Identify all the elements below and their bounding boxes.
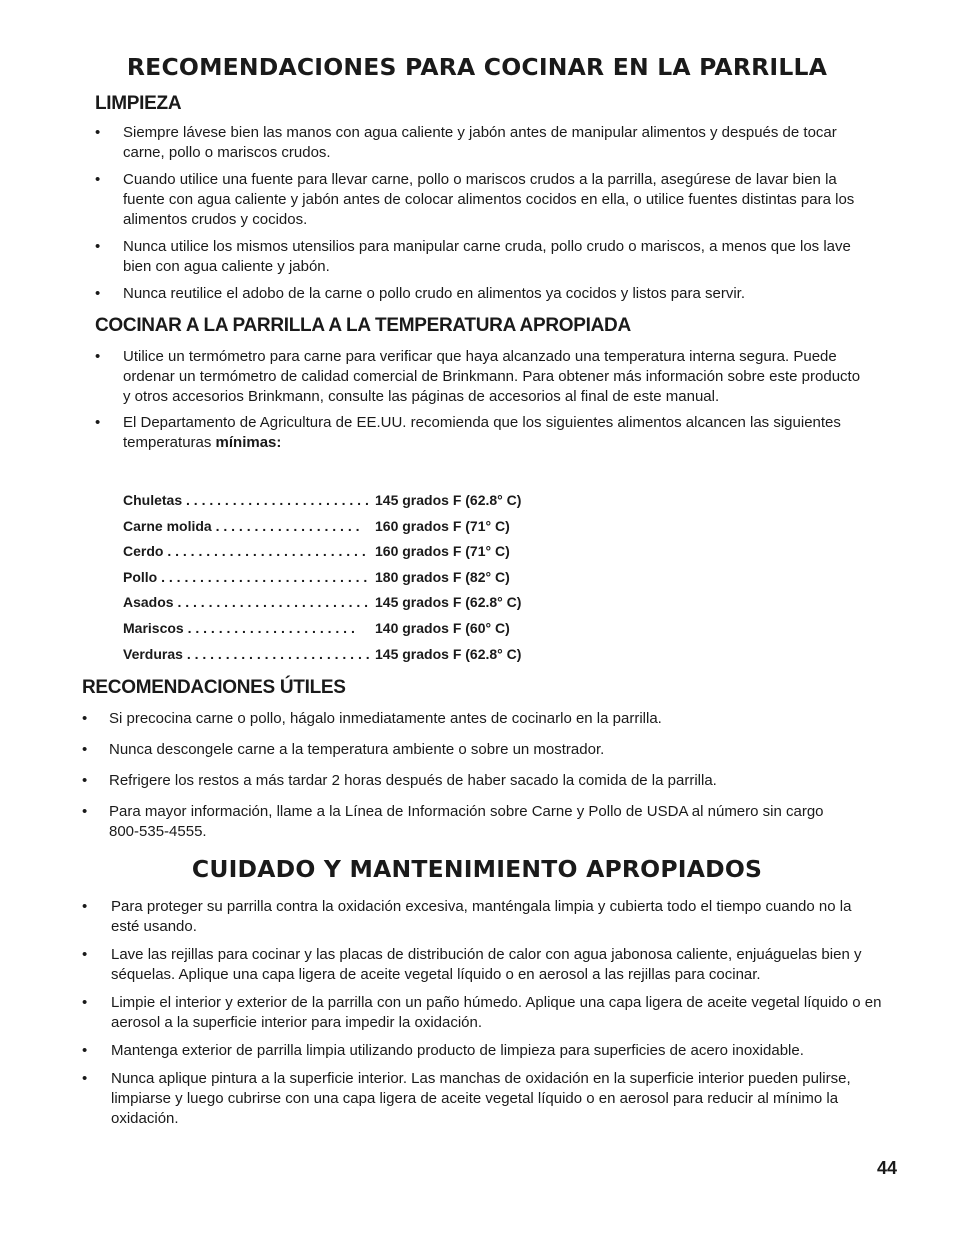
utiles-list <box>82 709 869 842</box>
list-item-text: Cuando utilice una fuente para llevar carne, pollo o mariscos crudos a la parrilla, asegúrese de lavar bien la fuente con agua caliente y jabón antes de colocar alimentos cocidos en ella, o utilice fuentes distintas para los alimentos crudos y cocidos. <box>123 171 855 228</box>
list-item <box>82 740 869 760</box>
heading-temperatura: COCINAR A LA PARRILLA A LA TEMPERATURA APROPIADA <box>95 315 631 336</box>
temperature-value: 160 grados F (71° C) <box>375 543 510 560</box>
list-item-text: Refrigere los restos a más tardar 2 horas después de haber sacado la comida de la parrilla. <box>109 772 717 789</box>
list-item <box>82 771 869 791</box>
temperatura-list <box>95 347 868 453</box>
list-item-bold: mínimas: <box>215 434 282 451</box>
bullet: • <box>95 414 101 431</box>
list-item-text: Limpie el interior y exterior de la parrilla con un paño húmedo. Aplique una capa ligera de aceite vegetal líquido o en aerosol a la superficie interior para impedir la oxidación. <box>111 994 882 1031</box>
list-item-text: Nunca aplique pintura a la superficie interior. Las manchas de oxidación en la superficie interior pueden pulirse, limpiarse y luego cubrirse con una capa ligera de aceite vegetal líquido o en aerosol para reducir al mínimo la oxidación. <box>111 1070 851 1127</box>
list-item <box>82 945 883 985</box>
list-item <box>95 123 868 163</box>
list-item-text: Utilice un termómetro para carne para verificar que haya alcanzado una temperatura interna segura. Puede ordenar un termómetro de calidad comercial de Brinkmann. Para obtener más información sobre este producto y otros accesorios Brinkmann, consulte las páginas de accesorios al final de este manual. <box>123 348 861 405</box>
food-label: Mariscos . . . . . . . . . . . . . . . . . . . . . . <box>123 619 355 636</box>
list-item-text: Mantenga exterior de parrilla limpia utilizando producto de limpieza para superficies de acero inoxidable. <box>111 1042 804 1059</box>
heading-utiles: RECOMENDACIONES ÚTILES <box>82 677 346 698</box>
list-item <box>82 897 883 937</box>
food-label: Asados . . . . . . . . . . . . . . . . . . . . . . . . . <box>123 594 369 611</box>
list-item <box>82 802 839 842</box>
temperature-value: 180 grados F (82° C) <box>375 568 510 585</box>
food-label: Carne molida . . . . . . . . . . . . . . . . . . . <box>123 517 360 534</box>
list-item <box>95 347 868 407</box>
list-item <box>95 284 868 304</box>
page-number: 44 <box>876 1158 897 1178</box>
list-item-text: El Departamento de Agricultura de EE.UU. recomienda que los siguientes alimentos alcancen las siguientes temperaturas <box>123 414 841 451</box>
list-item <box>82 1069 883 1129</box>
section-title-care: CUIDADO Y MANTENIMIENTO APROPIADOS <box>191 855 763 883</box>
food-label: Verduras . . . . . . . . . . . . . . . . . . . . . . . . <box>123 645 370 662</box>
list-item-text: Para mayor información, llame a la Línea de Información sobre Carne y Pollo de USDA al número sin cargo 800-535-4555. <box>109 803 824 840</box>
bullet: • <box>95 124 101 141</box>
list-item <box>82 993 883 1033</box>
list-item-text: Lave las rejillas para cocinar y las placas de distribución de calor con agua jabonosa caliente, enjuáguelas bien y séquelas. Aplique una capa ligera de aceite vegetal líquido o en aerosol a las rejillas para cocinar. <box>111 946 862 983</box>
care-list <box>82 897 883 1129</box>
bullet: • <box>82 946 88 963</box>
bullet: • <box>95 348 101 365</box>
bullet: • <box>82 710 88 727</box>
food-label: Pollo . . . . . . . . . . . . . . . . . . . . . . . . . . . <box>123 568 368 585</box>
food-label: Chuletas . . . . . . . . . . . . . . . . . . . . . . . . <box>123 492 369 508</box>
list-item <box>95 413 868 453</box>
list-item-text: Nunca utilice los mismos utensilios para manipular carne cruda, pollo crudo o mariscos, a menos que los lave bien con agua caliente y jabón. <box>123 238 851 275</box>
temperature-value: 145 grados F (62.8° C) <box>375 492 522 508</box>
bullet: • <box>82 1042 88 1059</box>
list-item <box>95 237 868 277</box>
bullet: • <box>82 803 88 820</box>
bullet: • <box>82 741 88 758</box>
bullet: • <box>95 171 101 188</box>
heading-limpieza: LIMPIEZA <box>95 93 182 114</box>
temperature-value: 140 grados F (60° C) <box>375 619 510 636</box>
list-item-text: Si precocina carne o pollo, hágalo inmediatamente antes de cocinarlo en la parrilla. <box>109 710 662 727</box>
bullet: • <box>95 238 101 255</box>
list-item-text: Para proteger su parrilla contra la oxidación excesiva, manténgala limpia y cubierta todo el tiempo cuando no la esté usando. <box>111 898 852 935</box>
list-item <box>82 1041 883 1061</box>
temperature-value: 145 grados F (62.8° C) <box>375 645 522 662</box>
bullet: • <box>82 1070 88 1087</box>
list-item <box>82 709 869 729</box>
section-title-grilling: RECOMENDACIONES PARA COCINAR EN LA PARRILLA <box>126 53 828 81</box>
list-item-text: Siempre lávese bien las manos con agua caliente y jabón antes de manipular alimentos y después de tocar carne, pollo o mariscos crudos. <box>123 124 837 161</box>
bullet: • <box>82 772 88 789</box>
list-item <box>95 170 868 230</box>
food-label: Cerdo . . . . . . . . . . . . . . . . . . . . . . . . . . <box>123 543 366 560</box>
temperature-value: 160 grados F (71° C) <box>375 517 510 534</box>
bullet: • <box>82 898 88 915</box>
temperature-value: 145 grados F (62.8° C) <box>375 594 522 611</box>
list-item-text: Nunca descongele carne a la temperatura ambiente o sobre un mostrador. <box>109 741 605 758</box>
list-item-text: Nunca reutilice el adobo de la carne o pollo crudo en alimentos ya cocidos y listos para servir. <box>123 285 746 302</box>
limpieza-list <box>95 123 868 304</box>
bullet: • <box>95 285 101 302</box>
bullet: • <box>82 994 88 1011</box>
